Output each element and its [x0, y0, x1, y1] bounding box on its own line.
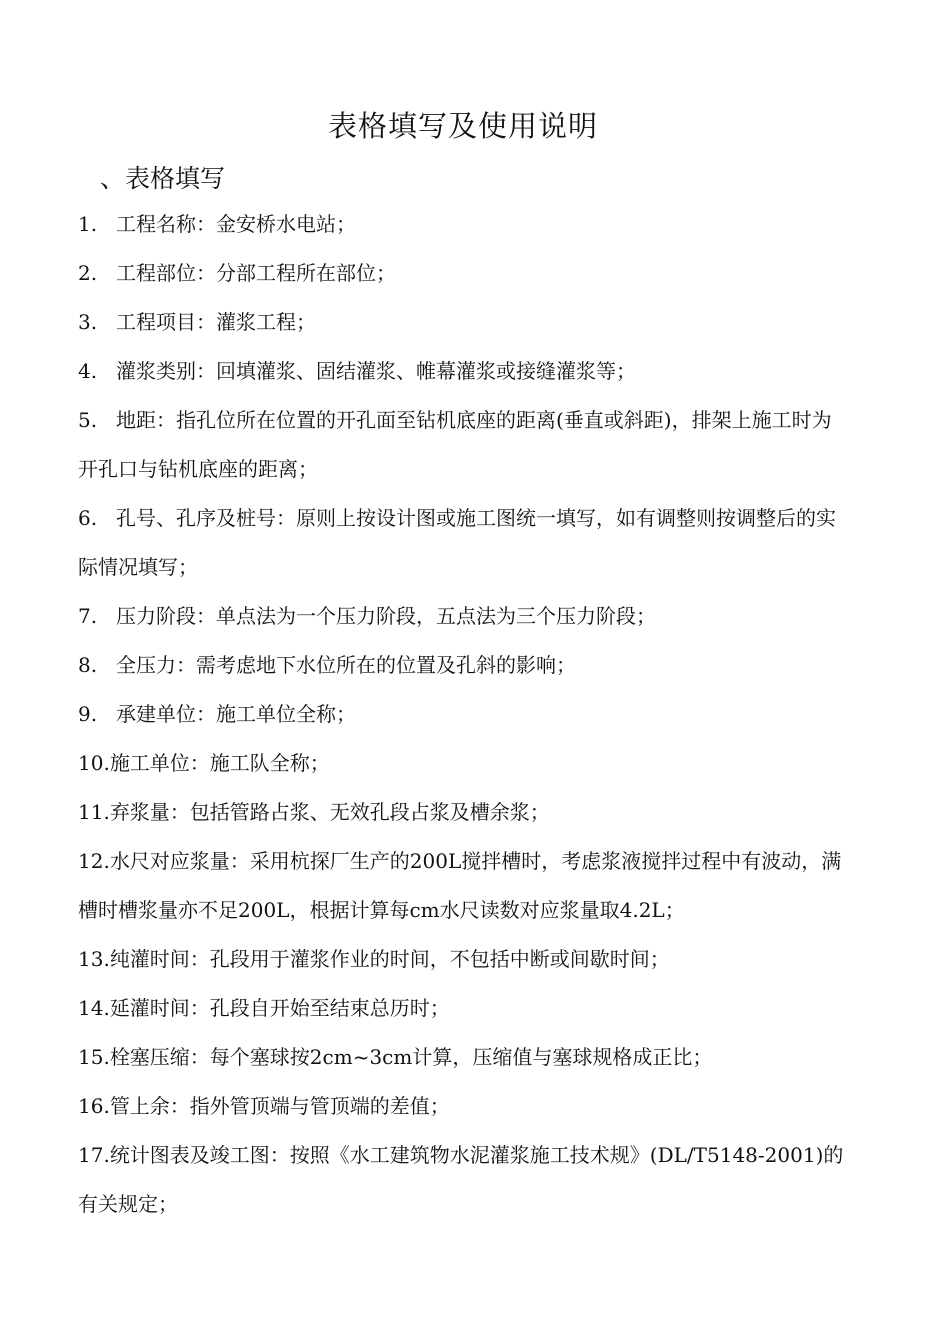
- list-item: [78, 984, 848, 1033]
- list-item: [78, 1131, 848, 1229]
- item-number: 4.: [78, 359, 98, 383]
- list-item: [78, 1082, 848, 1131]
- item-text: 管上余：指外管顶端与管顶端的差值；: [109, 1094, 450, 1118]
- item-text: 栓塞压缩：每个塞球按2cm~3cm计算，压缩值与塞球规格成正比；: [109, 1045, 713, 1069]
- item-number: 14.: [78, 996, 110, 1020]
- section-heading: 、表格填写: [100, 164, 226, 193]
- document-title: 表格填写及使用说明: [327, 109, 598, 143]
- item-text: 灌浆类别：回填灌浆、固结灌浆、帷幕灌浆或接缝灌浆等；: [116, 359, 636, 383]
- item-text: 地距：指孔位所在位置的开孔面至钻机底座的距离(垂直或斜距)，排架上施工时为开孔口与钻机底座的距离；: [78, 408, 832, 481]
- item-number: 11.: [78, 800, 110, 824]
- item-number: 3.: [78, 310, 98, 334]
- item-number: 1.: [78, 212, 98, 236]
- item-text: 延灌时间：孔段自开始至结束总历时；: [109, 996, 450, 1020]
- item-number: 17.: [78, 1143, 110, 1167]
- list-item: [78, 837, 848, 935]
- list-item: [78, 347, 848, 396]
- item-number: 7.: [78, 604, 98, 628]
- item-number: 10.: [78, 751, 110, 775]
- item-text: 承建单位：施工单位全称；: [116, 702, 356, 726]
- item-text: 全压力：需考虑地下水位所在的位置及孔斜的影响；: [116, 653, 576, 677]
- item-text: 统计图表及竣工图：按照《水工建筑物水泥灌浆施工技术规》(DL/T5148-2001)的有关规定；: [78, 1143, 844, 1216]
- item-text: 纯灌时间：孔段用于灌浆作业的时间，不包括中断或间歇时间；: [109, 947, 670, 971]
- list-item: [78, 739, 848, 788]
- item-number: 6.: [78, 506, 98, 530]
- instruction-list: [78, 200, 848, 1229]
- item-number: 13.: [78, 947, 110, 971]
- item-text: 施工单位：施工队全称；: [109, 751, 330, 775]
- item-number: 9.: [78, 702, 98, 726]
- item-number: 16.: [78, 1094, 110, 1118]
- item-text: 工程名称：金安桥水电站；: [116, 212, 356, 236]
- list-item: [78, 641, 848, 690]
- list-item: [78, 592, 848, 641]
- list-item: [78, 298, 848, 347]
- item-text: 弃浆量：包括管路占浆、无效孔段占浆及槽余浆；: [109, 800, 550, 824]
- item-text: 工程项目：灌浆工程；: [116, 310, 316, 334]
- item-text: 工程部位：分部工程所在部位；: [116, 261, 396, 285]
- list-item: [78, 935, 848, 984]
- list-item: [78, 494, 848, 592]
- list-item: [78, 396, 848, 494]
- list-item: [78, 788, 848, 837]
- item-text: 水尺对应浆量：采用杭探厂生产的200L搅拌槽时，考虑浆液搅拌过程中有波动，满槽时槽浆量亦不足200L，根据计算每cm水尺读数对应浆量取4.2L；: [78, 849, 842, 922]
- item-number: 5.: [78, 408, 98, 432]
- item-number: 8.: [78, 653, 98, 677]
- item-number: 15.: [78, 1045, 110, 1069]
- list-item: [78, 1033, 848, 1082]
- list-item: [78, 200, 848, 249]
- item-text: 孔号、孔序及桩号：原则上按设计图或施工图统一填写，如有调整则按调整后的实际情况填写；: [78, 506, 836, 579]
- list-item: [78, 690, 848, 739]
- item-number: 2.: [78, 261, 98, 285]
- item-number: 12.: [78, 849, 110, 873]
- list-item: [78, 249, 848, 298]
- item-text: 压力阶段：单点法为一个压力阶段，五点法为三个压力阶段；: [116, 604, 656, 628]
